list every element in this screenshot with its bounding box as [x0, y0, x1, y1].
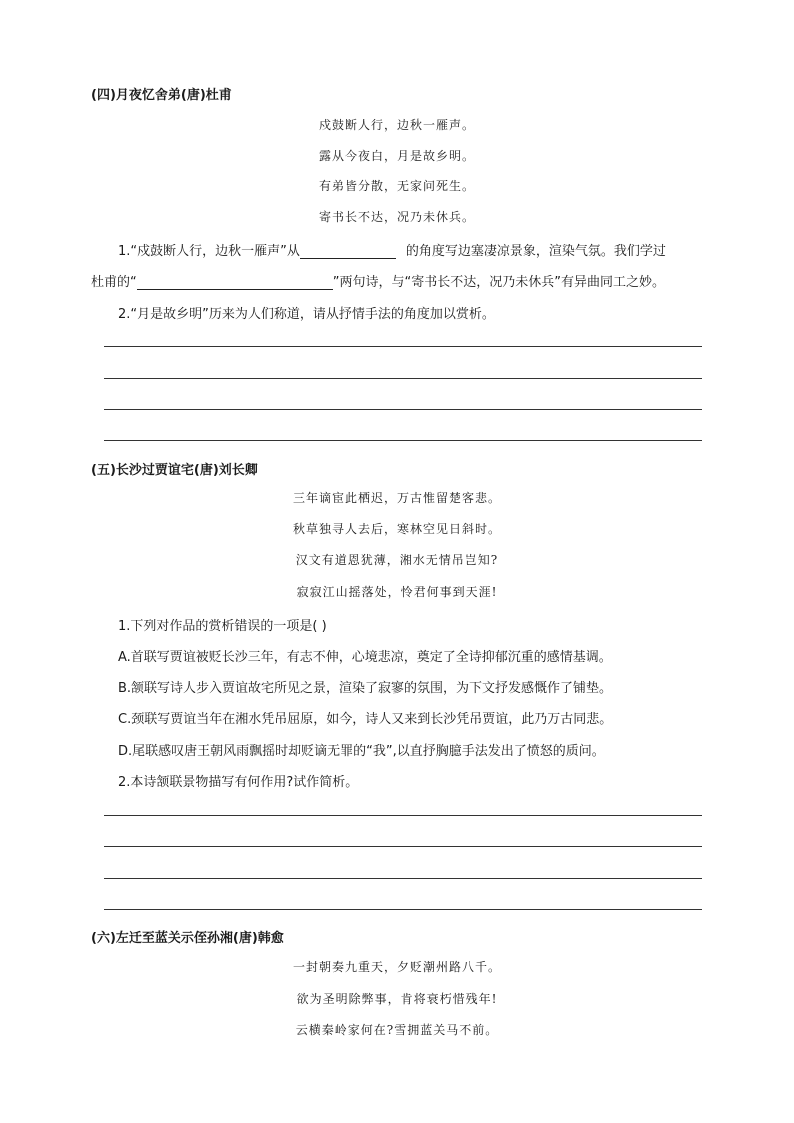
answer-line[interactable]: [104, 440, 702, 441]
section4-title: (四)月夜忆舍弟(唐)杜甫: [91, 88, 232, 103]
poem-line: 一封朝奏九重天，夕贬潮州路八千。: [292, 960, 501, 974]
question-5-1: 1.下列对作品的赏析错误的一项是( ): [118, 619, 327, 634]
answer-blank[interactable]: [137, 275, 333, 290]
question-text: 的角度写边塞凄凉景象，渲染气氛。我们学过: [405, 244, 666, 259]
answer-line[interactable]: [104, 815, 702, 816]
answer-line[interactable]: [104, 346, 702, 347]
poem-line: 云横秦岭家何在?雪拥蓝关马不前。: [295, 1023, 499, 1037]
answer-line[interactable]: [104, 409, 702, 410]
poem-line: 戍鼓断人行，边秋一雁声。: [318, 118, 475, 132]
question-4-2: 2.“月是故乡明”历来为人们称道，请从抒情手法的角度加以赏析。: [118, 307, 495, 322]
answer-line[interactable]: [104, 378, 702, 379]
poem-line: 寄书长不达，况乃未休兵。: [318, 210, 475, 224]
poem-line: 有弟皆分散，无家问死生。: [318, 179, 475, 193]
question-4-1-cont: [91, 271, 665, 290]
option-b[interactable]: B.颔联写诗人步入贾谊故宅所见之景，渲染了寂寥的氛围，为下文抒发感慨作了铺垫。: [118, 681, 613, 696]
section6-title: (六)左迁至蓝关示侄孙湘(唐)韩愈: [91, 931, 284, 946]
answer-line[interactable]: [104, 878, 702, 879]
section5-title: (五)长沙过贾谊宅(唐)刘长卿: [91, 463, 258, 478]
question-5-2: 2.本诗颔联景物描写有何作用?试作简析。: [118, 775, 359, 790]
answer-line[interactable]: [104, 846, 702, 847]
question-text: 1.“戍鼓断人行，边秋一雁声”从: [118, 244, 300, 259]
question-text: ”两句诗，与“寄书长不达，况乃未休兵”有异曲同工之妙。: [332, 275, 665, 290]
poem-line: 三年谪宦此栖迟，万古惟留楚客悲。: [292, 491, 501, 505]
poem-line: 汉文有道恩犹薄，湘水无情吊岂知?: [295, 553, 499, 567]
poem-line: 露从今夜白，月是故乡明。: [318, 149, 475, 163]
poem-line: 秋草独寻人去后，寒林空见日斜时。: [292, 522, 501, 536]
answer-line[interactable]: [104, 909, 702, 910]
poem-line: 寂寂江山摇落处，怜君何事到天涯!: [296, 585, 498, 599]
poem-line: 欲为圣明除弊事，肯将衰朽惜残年!: [296, 992, 498, 1006]
question-text: 杜甫的“: [91, 275, 137, 290]
option-a[interactable]: A.首联写贾谊被贬长沙三年，有志不伸，心境悲凉，奠定了全诗抑郁沉重的感情基调。: [118, 650, 612, 665]
answer-blank[interactable]: [300, 244, 396, 259]
option-c[interactable]: C.颈联写贾谊当年在湘水凭吊屈原，如今，诗人又来到长沙凭吊贾谊，此乃万古同悲。: [118, 712, 613, 727]
question-4-1: [118, 240, 666, 259]
option-d[interactable]: D.尾联感叹唐王朝风雨飘摇时却贬谪无罪的“我”,以直抒胸臆手法发出了愤怒的质问。: [118, 744, 605, 759]
